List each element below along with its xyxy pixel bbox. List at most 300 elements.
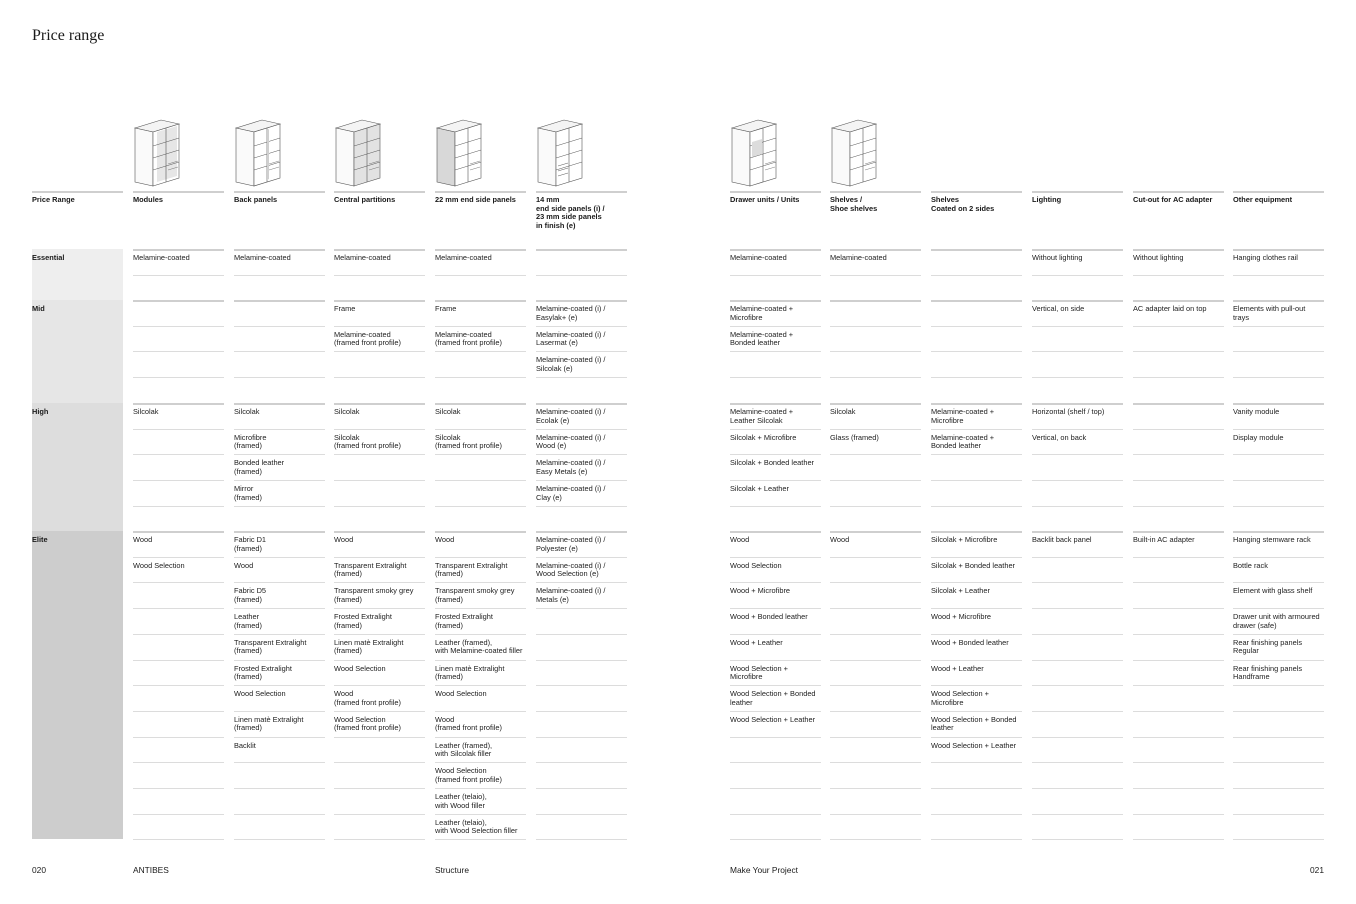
row-rule [133,814,224,815]
section-rule [1233,300,1324,302]
row-rule [133,737,224,738]
row-rule [234,814,325,815]
table-cell: Wood [334,535,354,544]
row-rule [1133,557,1224,558]
row-rule [1233,557,1324,558]
row-rule [435,377,526,378]
column-header: Modules [133,195,163,204]
column-header: Shelves / Shoe shelves [830,195,878,213]
row-rule [435,351,526,352]
table-cell: Bonded leather (framed) [234,458,285,476]
table-cell: Melamine-coated (i) / Clay (e) [536,484,606,502]
section-rule [133,531,224,533]
table-cell: Wood [133,535,153,544]
table-cell: Wood Selection (framed front profile) [435,766,502,784]
row-rule [234,480,325,481]
price-range-label: Essential [32,253,65,262]
section-rule [334,300,425,302]
table-cell: Melamine-coated [334,253,391,262]
row-rule [1233,351,1324,352]
table-cell: Mirror (framed) [234,484,262,502]
row-rule [334,737,425,738]
section-rule [536,531,627,533]
row-rule [1233,788,1324,789]
section-rule [1133,300,1224,302]
row-rule [536,711,627,712]
row-rule [536,608,627,609]
row-rule [730,608,821,609]
cabinet-central-partitions-icon [334,116,382,188]
row-rule [730,506,821,507]
section-rule [931,403,1022,405]
table-cell: Leather (framed), with Melamine-coated filler [435,637,523,656]
table-cell: Wood Selection + Microfibre [730,663,788,682]
table-cell: Melamine-coated (i) / Lasermat (e) [536,329,606,348]
row-rule [435,506,526,507]
column-header-rule [234,191,325,193]
row-rule [931,582,1022,583]
row-rule [1233,814,1324,815]
row-rule [234,608,325,609]
row-rule [234,429,325,430]
section-rule [133,403,224,405]
row-rule [536,634,627,635]
row-rule [334,351,425,352]
cabinet-modules-icon [133,116,181,188]
table-cell: Melamine-coated + Microfibre [730,304,794,322]
table-cell: Wood + Leather [931,663,984,673]
table-cell: Wood + Bonded leather [730,612,808,622]
table-cell: Backlit [234,740,256,750]
table-cell: Silcolak [133,407,159,416]
row-rule [536,351,627,352]
row-rule [1032,762,1123,763]
table-cell: Without lighting [1032,253,1083,262]
table-cell: Wood Selection + Microfibre [931,689,989,707]
table-cell: Wood Selection + Leather [730,714,816,724]
column-header-rule [334,191,425,193]
table-cell: Melamine-coated (i) / Wood Selection (e) [536,560,606,579]
table-cell: Melamine-coated [730,253,787,262]
table-cell: Transparent smoky grey (framed) [334,586,414,604]
row-rule [435,429,526,430]
table-cell: Leather (telaio), with Wood Selection filler [435,817,518,836]
row-rule [931,326,1022,327]
table-cell: Frame [334,304,356,313]
row-rule [1133,634,1224,635]
price-range-label: Elite [32,535,48,544]
row-rule [234,788,325,789]
row-rule [830,557,921,558]
row-rule [334,762,425,763]
table-cell: Silcolak (framed front profile) [435,432,502,451]
table-cell: Wood Selection [730,560,782,570]
section-rule [334,403,425,405]
table-cell: Horizontal (shelf / top) [1032,407,1105,416]
row-rule [730,480,821,481]
table-cell: Melamine-coated + Leather Silcolak [730,407,794,425]
section-rule [435,300,526,302]
row-rule [730,685,821,686]
row-rule [931,788,1022,789]
row-rule [435,737,526,738]
section-rule [1233,403,1324,405]
table-cell: Wood [234,560,254,570]
table-cell: Wood + Microfibre [730,586,791,596]
table-cell: Melamine-coated + Microfibre [931,407,995,425]
table-cell: Display module [1233,432,1284,442]
column-header-rule [730,191,821,193]
row-rule [536,814,627,815]
table-cell: Silcolak [234,407,260,416]
section-rule [536,300,627,302]
cabinet-back-panels-icon [234,116,282,188]
column-header-rule [435,191,526,193]
table-cell: Silcolak + Microfibre [931,535,998,544]
row-rule [536,429,627,430]
section-rule [133,249,224,251]
table-cell: Vertical, on side [1032,304,1085,313]
section-rule [435,531,526,533]
row-rule [1032,377,1123,378]
table-cell: Frosted Extralight (framed) [435,612,493,630]
row-rule [334,788,425,789]
row-rule [1032,839,1123,840]
row-rule [133,454,224,455]
row-rule [133,582,224,583]
row-rule [133,608,224,609]
column-header: 22 mm end side panels [435,195,516,204]
row-rule [1233,480,1324,481]
table-cell: Frosted Extralight (framed) [234,663,292,682]
table-cell: Backlit back panel [1032,535,1092,544]
row-rule [234,506,325,507]
table-cell: Silcolak [830,407,856,416]
table-cell: Silcolak [435,407,461,416]
section-rule [830,531,921,533]
row-rule [334,839,425,840]
row-rule [1233,608,1324,609]
section-rule [730,249,821,251]
row-rule [830,582,921,583]
section-rule [133,300,224,302]
table-cell: Wood [730,535,750,544]
table-cell: Vanity module [1233,407,1280,416]
row-rule [536,788,627,789]
row-rule [435,839,526,840]
row-rule [536,839,627,840]
row-rule [931,660,1022,661]
table-cell: Linen matè Extralight (framed) [334,637,404,656]
row-rule [730,711,821,712]
row-rule [234,839,325,840]
table-cell: Wood Selection [435,689,487,699]
table-cell: Melamine-coated (i) / Polyester (e) [536,535,606,553]
table-cell: Fabric D1 (framed) [234,535,267,553]
column-header-rule [1233,191,1324,193]
section-rule [730,300,821,302]
row-rule [536,762,627,763]
section-rule [830,300,921,302]
row-rule [730,839,821,840]
row-rule [234,351,325,352]
row-rule [830,685,921,686]
row-rule [1133,608,1224,609]
section-rule [1133,531,1224,533]
page-number-left: 020 [32,865,46,875]
column-header: Drawer units / Units [730,195,800,204]
row-rule [435,480,526,481]
table-cell: Wood Selection + Bonded leather [730,689,816,707]
row-rule [931,685,1022,686]
row-rule [536,326,627,327]
section-rule [830,403,921,405]
row-rule [133,377,224,378]
row-rule [1032,351,1123,352]
row-rule [133,557,224,558]
row-rule [931,429,1022,430]
row-rule [1133,429,1224,430]
table-cell: Melamine-coated [830,253,887,262]
row-rule [1133,660,1224,661]
row-rule [931,737,1022,738]
cabinet-drawer-units-icon [730,116,778,188]
row-rule [830,506,921,507]
table-cell: Wood + Bonded leather [931,637,1009,647]
row-rule [1133,814,1224,815]
row-rule [830,737,921,738]
row-rule [1233,429,1324,430]
row-rule [1133,711,1224,712]
row-rule [536,377,627,378]
table-cell: Transparent Extralight (framed) [234,637,307,656]
footer-brand: ANTIBES [133,865,169,875]
row-rule [1032,454,1123,455]
row-rule [830,814,921,815]
section-rule [1133,403,1224,405]
section-rule [931,300,1022,302]
row-rule [133,506,224,507]
row-rule [133,480,224,481]
table-cell: Wood + Leather [730,637,783,647]
row-rule [536,582,627,583]
row-rule [931,506,1022,507]
row-rule [133,275,224,276]
table-cell: Wood Selection (framed front profile) [334,714,401,733]
row-rule [435,788,526,789]
table-cell: Glass (framed) [830,432,879,442]
row-rule [435,634,526,635]
row-rule [133,762,224,763]
column-header-rule [830,191,921,193]
row-rule [1233,685,1324,686]
table-cell: AC adapter laid on top [1133,304,1207,313]
row-rule [1233,634,1324,635]
row-rule [435,685,526,686]
row-rule [435,608,526,609]
row-rule [730,557,821,558]
row-rule [334,685,425,686]
table-cell: Wood + Microfibre [931,612,992,622]
row-rule [1032,685,1123,686]
row-rule [334,377,425,378]
row-rule [334,429,425,430]
price-band-high [32,403,123,532]
row-rule [1133,377,1224,378]
row-rule [931,814,1022,815]
row-rule [1133,480,1224,481]
row-rule [133,685,224,686]
row-rule [830,275,921,276]
row-rule [1233,506,1324,507]
row-rule [830,480,921,481]
section-rule [334,249,425,251]
row-rule [1233,377,1324,378]
row-rule [435,711,526,712]
table-cell: Melamine-coated (i) / Metals (e) [536,586,606,604]
row-rule [1133,506,1224,507]
table-cell: Leather (framed), with Silcolak filler [435,740,493,759]
row-rule [334,634,425,635]
row-rule [334,557,425,558]
row-rule [1032,660,1123,661]
row-rule [931,275,1022,276]
row-rule [830,788,921,789]
row-rule [1032,480,1123,481]
row-rule [234,762,325,763]
row-rule [1032,737,1123,738]
row-rule [536,685,627,686]
row-rule [830,326,921,327]
footer-section: Structure [435,865,469,875]
section-rule [536,403,627,405]
row-rule [730,582,821,583]
row-rule [1133,326,1224,327]
row-rule [931,377,1022,378]
row-rule [536,275,627,276]
row-rule [730,351,821,352]
section-rule [1032,249,1123,251]
row-rule [133,839,224,840]
table-cell: Silcolak + Microfibre [730,432,797,442]
table-cell: Silcolak [334,407,360,416]
column-header-rule [32,191,123,193]
column-header-rule [536,191,627,193]
section-rule [536,249,627,251]
row-rule [536,506,627,507]
table-cell: Wood Selection + Bonded leather [931,714,1017,733]
row-rule [435,275,526,276]
row-rule [536,660,627,661]
section-rule [334,531,425,533]
row-rule [536,737,627,738]
row-rule [931,839,1022,840]
row-rule [435,326,526,327]
table-cell: Silcolak + Bonded leather [931,560,1016,570]
cabinet-shelves-icon [830,116,878,188]
table-cell: Melamine-coated + Bonded leather [730,329,794,348]
section-rule [435,249,526,251]
cabinet-end-side-panels-icon [435,116,483,188]
column-header: 14 mm end side panels (i) / 23 mm side panels in finish (e) [536,195,605,230]
row-rule [234,454,325,455]
row-rule [334,814,425,815]
price-range-label: High [32,407,49,416]
row-rule [931,454,1022,455]
row-rule [730,326,821,327]
column-header-rule [1133,191,1224,193]
row-rule [234,275,325,276]
row-rule [133,429,224,430]
row-rule [334,711,425,712]
column-header-rule [133,191,224,193]
row-rule [1032,582,1123,583]
table-cell: Silcolak + Leather [931,586,990,596]
table-cell: Wood (framed front profile) [435,714,502,733]
row-rule [234,685,325,686]
row-rule [931,608,1022,609]
row-rule [133,351,224,352]
row-rule [830,762,921,763]
row-rule [1032,814,1123,815]
table-cell: Melamine-coated (i) / Ecolak (e) [536,407,606,425]
row-rule [234,557,325,558]
row-rule [234,582,325,583]
row-rule [730,814,821,815]
table-cell: Leather (framed) [234,612,262,630]
row-rule [334,660,425,661]
row-rule [435,454,526,455]
section-rule [435,403,526,405]
row-rule [830,377,921,378]
row-rule [730,737,821,738]
table-cell: Frame [435,304,457,313]
row-rule [1133,737,1224,738]
row-rule [133,788,224,789]
row-rule [730,275,821,276]
row-rule [931,351,1022,352]
column-header-rule [1032,191,1123,193]
table-cell: Built-in AC adapter [1133,535,1195,544]
row-rule [1233,275,1324,276]
row-rule [536,557,627,558]
row-rule [1032,506,1123,507]
row-rule [133,660,224,661]
table-cell: Fabric D5 (framed) [234,586,267,604]
row-rule [1233,660,1324,661]
table-cell: Melamine-coated [435,253,492,262]
row-rule [1133,454,1224,455]
price-band-elite [32,531,123,839]
row-rule [334,275,425,276]
row-rule [830,839,921,840]
row-rule [1233,582,1324,583]
section-rule [1233,249,1324,251]
row-rule [1233,454,1324,455]
row-rule [133,711,224,712]
row-rule [1032,429,1123,430]
row-rule [234,634,325,635]
row-rule [435,762,526,763]
page-title: Price range [32,27,105,44]
table-cell: Wood (framed front profile) [334,689,401,707]
row-rule [931,634,1022,635]
row-rule [1133,839,1224,840]
footer-chapter: Make Your Project [730,865,798,875]
section-rule [1032,300,1123,302]
table-cell: Hanging stemware rack [1233,535,1311,544]
row-rule [730,377,821,378]
